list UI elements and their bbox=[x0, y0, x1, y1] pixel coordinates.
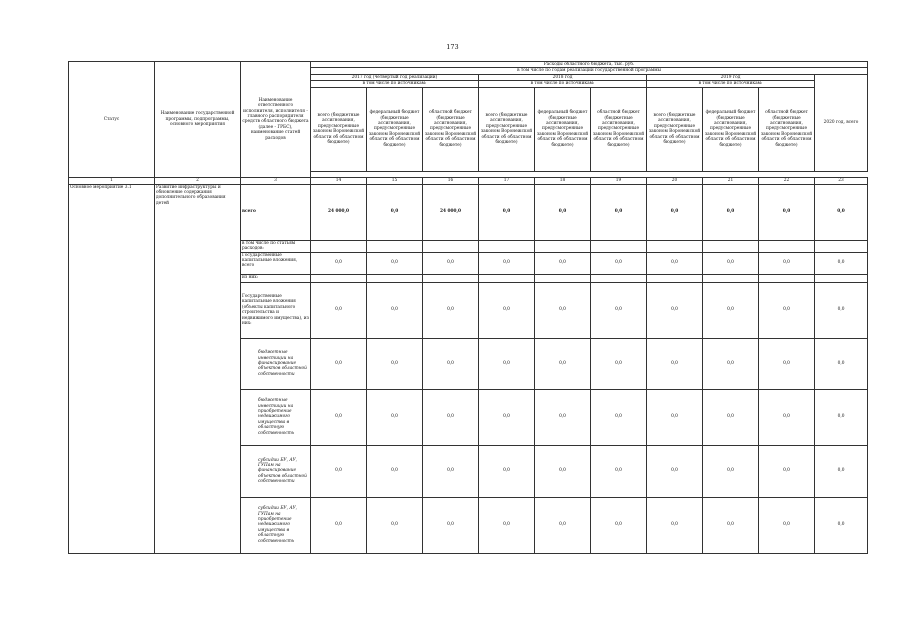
value-cell: 0,0 bbox=[647, 282, 703, 338]
value-cell: 0,0 bbox=[703, 338, 759, 389]
value-cell: 0,0 bbox=[703, 252, 759, 274]
value-cell: 0,0 bbox=[703, 445, 759, 497]
value-cell: 0,0 bbox=[311, 389, 367, 445]
value-cell: 0,0 bbox=[647, 184, 703, 240]
header-program-name: Наименование государственной программы, подпрограммы, основного мероприятия bbox=[155, 62, 241, 178]
index-cell: 16 bbox=[423, 177, 479, 184]
header-status: Статус bbox=[69, 62, 155, 178]
value-cell: 0,0 bbox=[367, 389, 423, 445]
value-cell: 0,0 bbox=[535, 389, 591, 445]
value-cell: 0,0 bbox=[535, 252, 591, 274]
value-cell: 0,0 bbox=[311, 282, 367, 338]
index-cell: 14 bbox=[311, 177, 367, 184]
index-cell: 2 bbox=[155, 177, 241, 184]
header-incl-sources-2017: в том числе по источникам: bbox=[311, 81, 479, 87]
value-cell: 0,0 bbox=[703, 497, 759, 553]
value-cell: 0,0 bbox=[815, 338, 868, 389]
value-cell: 0,0 bbox=[479, 389, 535, 445]
header-col-total-2018: всего (бюджетные ассигнования, предусмотренные законом Воронежской области об областном бюджете) bbox=[479, 87, 535, 171]
table-row bbox=[69, 184, 868, 240]
value-cell: 0,0 bbox=[815, 445, 868, 497]
value-cell: 0,0 bbox=[647, 389, 703, 445]
value-cell: 0,0 bbox=[479, 338, 535, 389]
row-label: бюджетные инвестиции на приобретение недвижимого имущества в областную собственность bbox=[241, 389, 311, 445]
row-label: бюджетные инвестиции на финансирование объектов областной собственности bbox=[241, 338, 311, 389]
value-cell: 0,0 bbox=[311, 497, 367, 553]
row-label: всего bbox=[241, 184, 311, 240]
value-cell: 0,0 bbox=[423, 389, 479, 445]
index-cell: 23 bbox=[815, 177, 868, 184]
header-executor: Наименование ответственного исполнителя, исполнителя - главного распорядителя средств областного бюджета (далее - ГРБС), наименование статей расходов bbox=[241, 62, 311, 178]
header-year-2019: 2019 год bbox=[647, 74, 815, 80]
value-cell: 0,0 bbox=[759, 497, 815, 553]
value-cell: 0,0 bbox=[535, 445, 591, 497]
value-cell: 0,0 bbox=[703, 282, 759, 338]
value-cell: 0,0 bbox=[367, 445, 423, 497]
header-col-federal-2019: федеральный бюджет (бюджетные ассигнования, предусмотренные законом Воронежской области об областном бюджете) bbox=[703, 87, 759, 171]
value-cell: 0,0 bbox=[647, 497, 703, 553]
value-cell: 0,0 bbox=[815, 497, 868, 553]
value-cell: 0,0 bbox=[591, 282, 647, 338]
value-cell: 0,0 bbox=[591, 497, 647, 553]
header-year-2018: 2018 год bbox=[479, 74, 647, 80]
value-cell: 0,0 bbox=[815, 389, 868, 445]
value-cell: 0,0 bbox=[535, 282, 591, 338]
row-label: субсидии БУ, АУ, ГУПам на финансирование объектов областной собственности bbox=[241, 445, 311, 497]
index-cell: 22 bbox=[759, 177, 815, 184]
header-col-federal-2018: федеральный бюджет (бюджетные ассигнования, предусмотренные законом Воронежской области об областном бюджете) bbox=[535, 87, 591, 171]
expenses-table bbox=[68, 61, 868, 554]
value-cell: 0,0 bbox=[423, 338, 479, 389]
value-cell: 0,0 bbox=[479, 282, 535, 338]
header-col-total-2019: всего (бюджетные ассигнования, предусмотренные законом Воронежской области об областном бюджете) bbox=[647, 87, 703, 171]
value-cell: 0,0 bbox=[367, 338, 423, 389]
value-cell: 0,0 bbox=[591, 338, 647, 389]
value-cell: 0,0 bbox=[535, 338, 591, 389]
value-cell: 0,0 bbox=[591, 184, 647, 240]
index-cell: 18 bbox=[535, 177, 591, 184]
row-label: Государственные капитальные вложения (объекты капитального строительства и недвижимого имущества), из них: bbox=[241, 282, 311, 338]
value-cell: 0,0 bbox=[591, 445, 647, 497]
value-cell: 0,0 bbox=[479, 445, 535, 497]
header-year-2017: 2017 год (четвертый год реализации) bbox=[311, 74, 479, 80]
value-cell: 0,0 bbox=[815, 252, 868, 274]
value-cell: 0,0 bbox=[423, 282, 479, 338]
index-cell: 1 bbox=[69, 177, 155, 184]
value-cell: 0,0 bbox=[535, 184, 591, 240]
value-cell: 0,0 bbox=[367, 184, 423, 240]
row-label: из них: bbox=[241, 274, 311, 282]
page-number: 173 bbox=[446, 43, 459, 51]
value-cell: 0,0 bbox=[703, 389, 759, 445]
value-cell: 0,0 bbox=[535, 497, 591, 553]
value-cell: 0,0 bbox=[759, 184, 815, 240]
value-cell: 0,0 bbox=[311, 338, 367, 389]
value-cell: 0,0 bbox=[759, 252, 815, 274]
header-col-regional-2019: областной бюджет (бюджетные ассигнования, предусмотренные законом Воронежской области об областном бюджете) bbox=[759, 87, 815, 171]
header-col-regional-2017: областной бюджет (бюджетные ассигнования, предусмотренные законом Воронежской области об областном бюджете) bbox=[423, 87, 479, 171]
value-cell: 0,0 bbox=[423, 445, 479, 497]
value-cell: 0,0 bbox=[815, 184, 868, 240]
header-col-total-2017: всего (бюджетные ассигнования, предусмотренные законом Воронежской области об областном бюджете) bbox=[311, 87, 367, 171]
index-cell: 17 bbox=[479, 177, 535, 184]
main-name: Развитие инфраструктуры и обновление содержания дополнительного образования детей bbox=[155, 184, 241, 553]
value-cell: 0,0 bbox=[367, 282, 423, 338]
value-cell: 0,0 bbox=[759, 282, 815, 338]
value-cell: 0,0 bbox=[647, 445, 703, 497]
header-incl-sources-2019: в том числе по источникам: bbox=[647, 81, 815, 87]
header-col-federal-2017: федеральный бюджет (бюджетные ассигнования, предусмотренные законом Воронежской области об областном бюджете) bbox=[367, 87, 423, 171]
value-cell: 0,0 bbox=[479, 252, 535, 274]
value-cell: 0,0 bbox=[423, 497, 479, 553]
value-cell: 0,0 bbox=[647, 338, 703, 389]
value-cell: 0,0 bbox=[647, 252, 703, 274]
header-expenses-title: Расходы областного бюджета, тыс. руб. bbox=[311, 62, 868, 68]
header-by-years: в том числе по годам реализации государственной программы bbox=[311, 68, 868, 74]
index-cell: 15 bbox=[367, 177, 423, 184]
value-cell: 0,0 bbox=[367, 252, 423, 274]
index-row bbox=[69, 177, 868, 184]
row-label: в том числе по статьям расходов: bbox=[241, 240, 311, 252]
value-cell: 0,0 bbox=[759, 389, 815, 445]
value-cell: 0,0 bbox=[423, 252, 479, 274]
value-cell: 0,0 bbox=[759, 445, 815, 497]
header-2020-total: 2020 год, всего bbox=[815, 74, 868, 171]
value-cell: 0,0 bbox=[591, 252, 647, 274]
value-cell: 0,0 bbox=[815, 282, 868, 338]
value-cell: 0,0 bbox=[591, 389, 647, 445]
value-cell: 0,0 bbox=[311, 252, 367, 274]
row-label: Государственные капитальные вложения, всего bbox=[241, 252, 311, 274]
index-cell: 21 bbox=[703, 177, 759, 184]
value-cell: 0,0 bbox=[479, 497, 535, 553]
index-cell: 19 bbox=[591, 177, 647, 184]
value-cell: 0,0 bbox=[311, 445, 367, 497]
row-label: субсидии БУ, АУ, ГУПам на приобретение недвижимого имущества в областную собственность bbox=[241, 497, 311, 553]
header-col-regional-2018: областной бюджет (бюджетные ассигнования, предусмотренные законом Воронежской области об областном бюджете) bbox=[591, 87, 647, 171]
header-incl-sources-2018: в том числе по источникам: bbox=[479, 81, 647, 87]
index-cell: 3 bbox=[241, 177, 311, 184]
value-cell: 24 000,0 bbox=[423, 184, 479, 240]
value-cell: 0,0 bbox=[479, 184, 535, 240]
value-cell: 24 000,0 bbox=[311, 184, 367, 240]
value-cell: 0,0 bbox=[367, 497, 423, 553]
value-cell: 0,0 bbox=[759, 338, 815, 389]
main-status: Основное мероприятие 3.1 bbox=[69, 184, 155, 553]
value-cell: 0,0 bbox=[703, 184, 759, 240]
index-cell: 20 bbox=[647, 177, 703, 184]
